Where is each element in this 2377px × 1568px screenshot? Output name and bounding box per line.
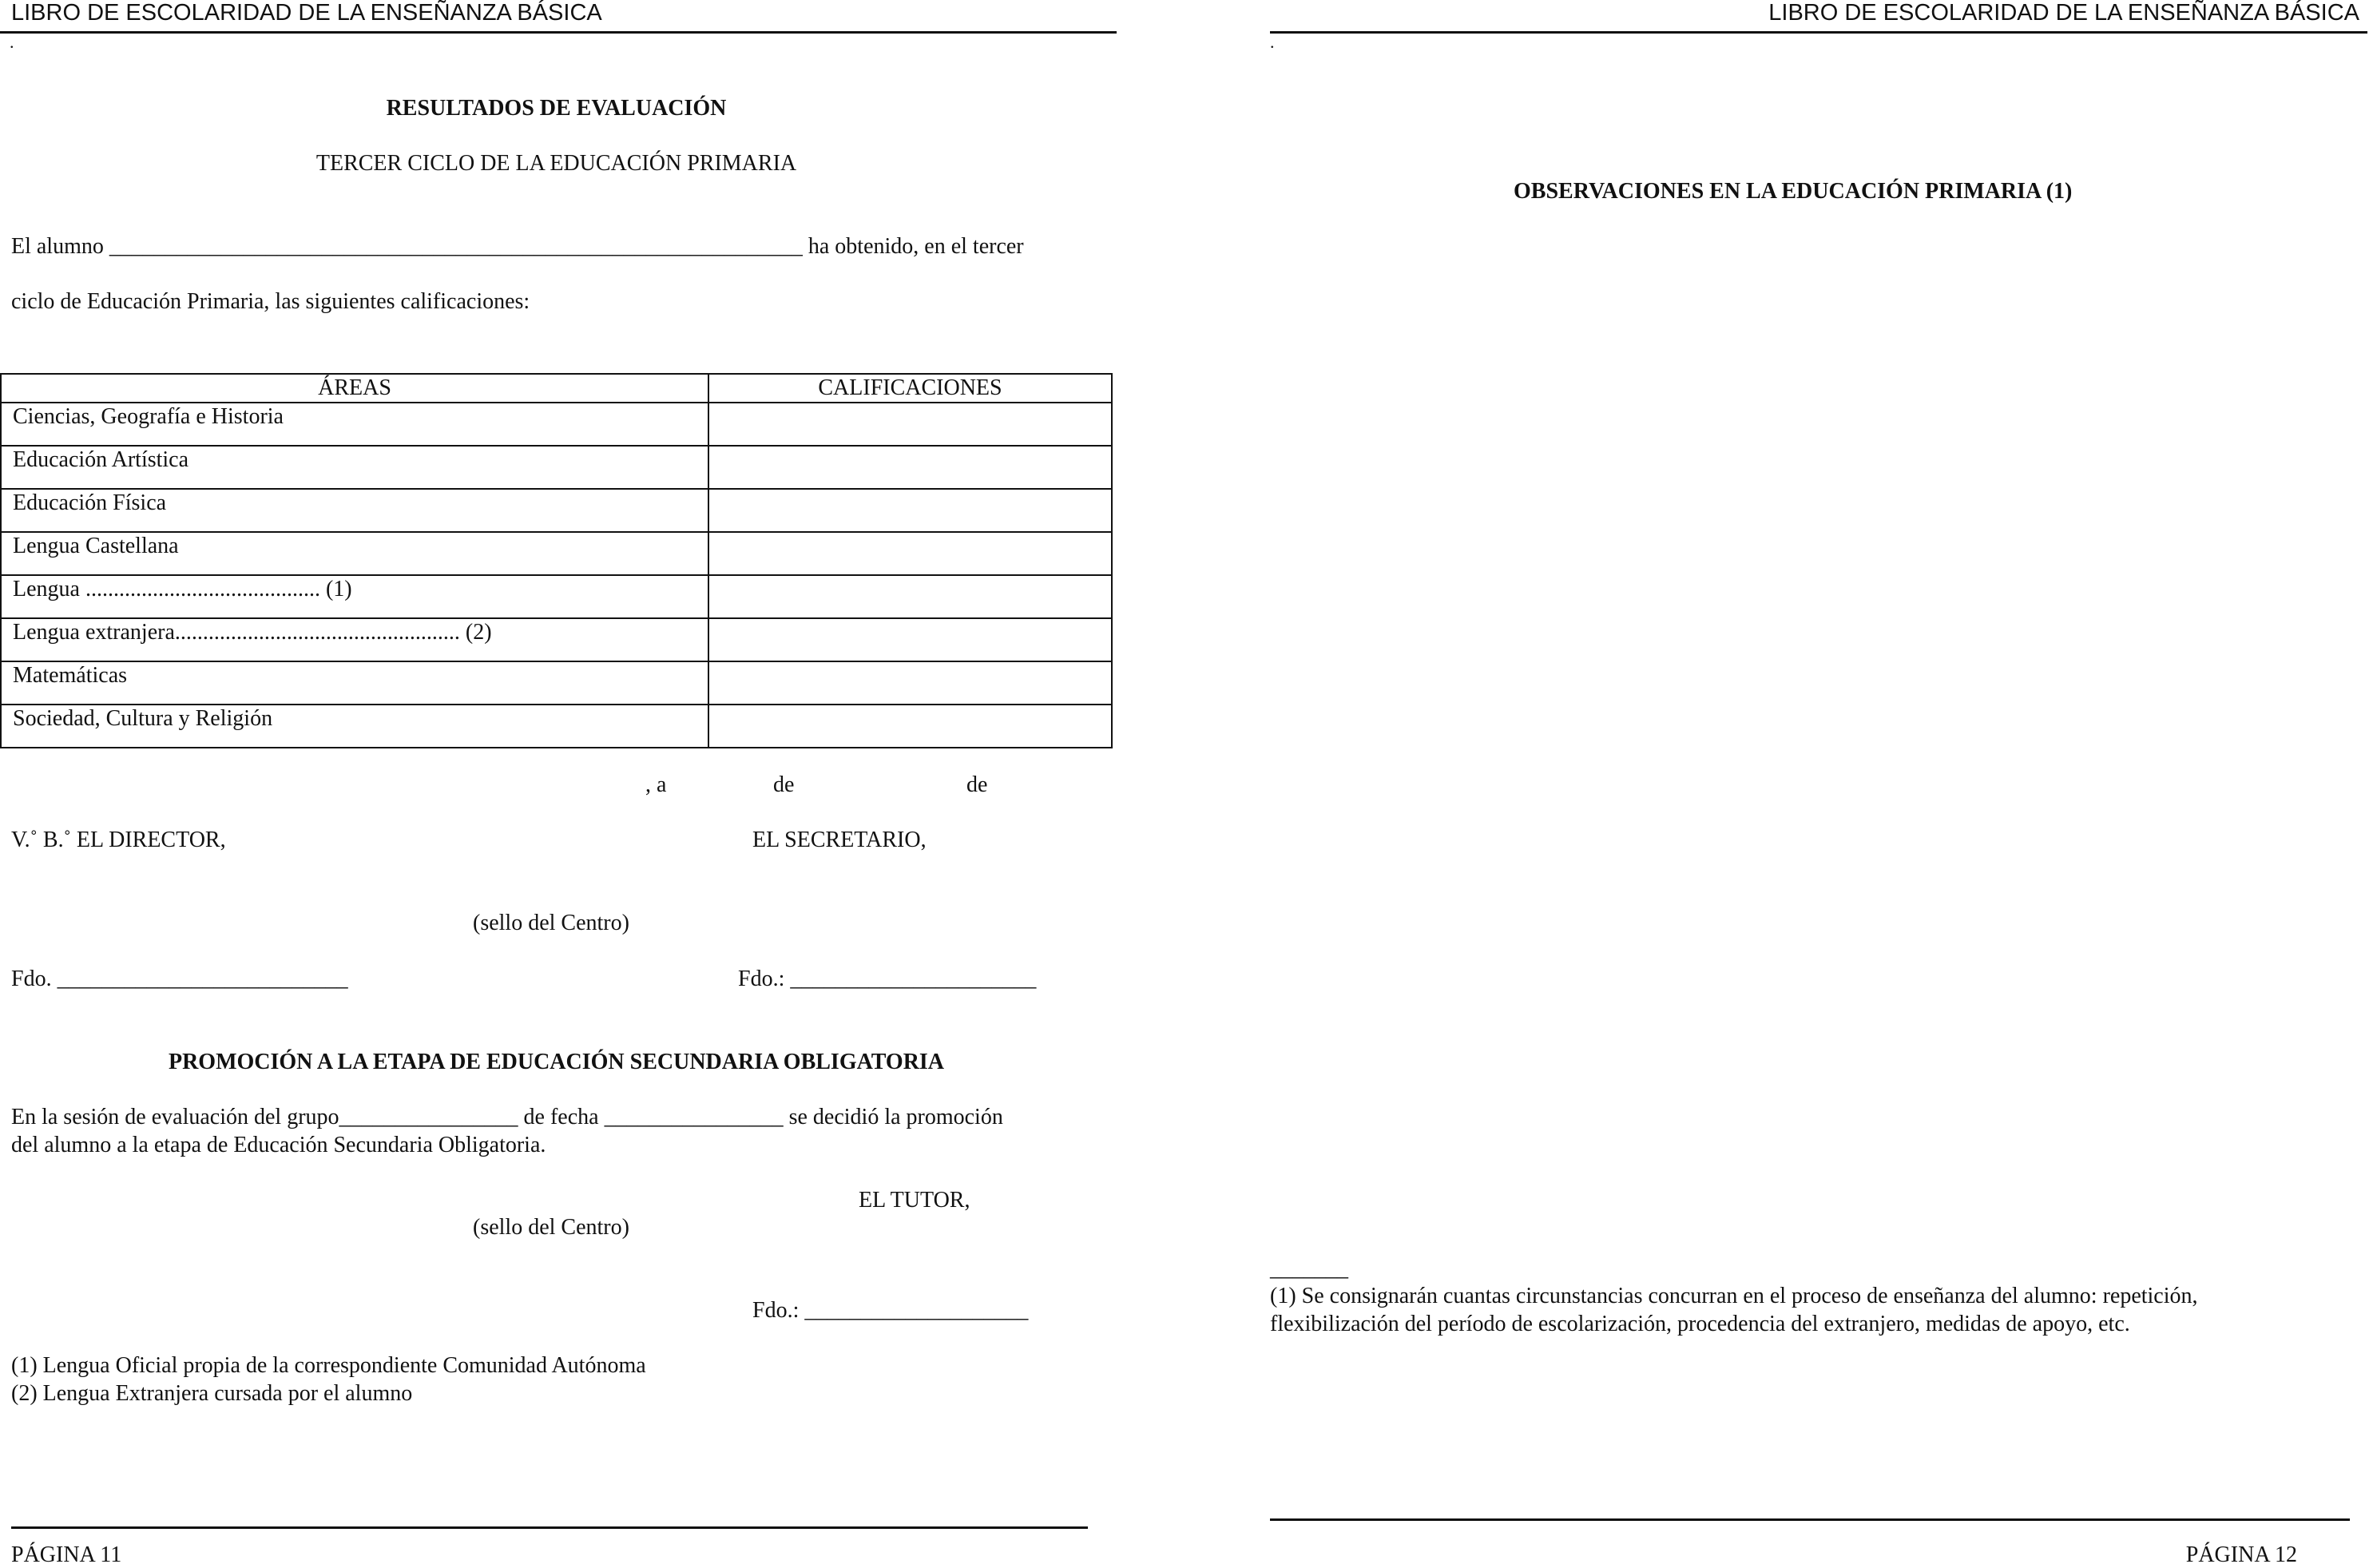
- grade-cell[interactable]: [708, 403, 1112, 446]
- area-cell: Lengua Castellana: [1, 532, 708, 575]
- secretary-label: EL SECRETARIO,: [752, 828, 927, 852]
- area-cell: Educación Artística: [1, 446, 708, 489]
- grades-table: [0, 373, 1113, 748]
- grade-cell[interactable]: [708, 489, 1112, 532]
- table-row: [1, 446, 1112, 489]
- table-row: [1, 575, 1112, 618]
- page-number: PÁGINA 12: [2185, 1542, 2297, 1567]
- intro-suffix: ha obtenido, en el tercer: [808, 234, 1024, 259]
- footnote-2: (2) Lengua Extranjera cursada por el alumno: [11, 1381, 413, 1406]
- table-row: [1, 403, 1112, 446]
- header-rule: [0, 31, 1117, 34]
- area-cell: Matemáticas: [1, 661, 708, 705]
- header-calificaciones: CALIFICACIONES: [708, 374, 1112, 403]
- grade-cell[interactable]: [708, 705, 1112, 748]
- footer-rule: [11, 1526, 1088, 1529]
- table-row: [1, 705, 1112, 748]
- area-cell: Ciencias, Geografía e Historia: [1, 403, 708, 446]
- area-cell: Lengua extranjera................................................... (2): [1, 618, 708, 661]
- secretary-signature-field[interactable]: Fdo.: ______________________: [738, 967, 1037, 991]
- grade-cell[interactable]: [708, 618, 1112, 661]
- table-row: [1, 532, 1112, 575]
- running-header: LIBRO DE ESCOLARIDAD DE LA ENSEÑANZA BÁSICA: [11, 0, 602, 26]
- right-page: [1262, 0, 2377, 1565]
- page-number: PÁGINA 11: [11, 1542, 122, 1567]
- observations-title: OBSERVACIONES EN LA EDUCACIÓN PRIMARIA (1): [1514, 179, 2073, 204]
- left-page: [0, 0, 1134, 1565]
- footer-rule: [1270, 1518, 2350, 1521]
- promotion-line-2: del alumno a la etapa de Educación Secundaria Obligatoria.: [11, 1133, 546, 1157]
- running-header: LIBRO DE ESCOLARIDAD DE LA ENSEÑANZA BÁSICA: [1768, 0, 2359, 26]
- director-signature-field[interactable]: Fdo. __________________________: [11, 967, 348, 991]
- footnote-line-1: (1) Se consignarán cuantas circunstancias concurran en el proceso de enseñanza del alumno: repetición,: [1270, 1284, 2198, 1308]
- area-cell: Educación Física: [1, 489, 708, 532]
- grade-cell[interactable]: [708, 661, 1112, 705]
- footnote-rule: _______: [1270, 1256, 1348, 1281]
- grade-cell[interactable]: [708, 575, 1112, 618]
- section-title: RESULTADOS DE EVALUACIÓN: [386, 96, 727, 121]
- grade-cell[interactable]: [708, 446, 1112, 489]
- area-cell: Sociedad, Cultura y Religión: [1, 705, 708, 748]
- date-de-1: de: [773, 772, 795, 797]
- seal-label: (sello del Centro): [473, 911, 629, 935]
- header-dot: .: [1270, 32, 1275, 52]
- table-row: [1, 489, 1112, 532]
- promotion-line-1: En la sesión de evaluación del grupo________________ de fecha ________________ se decidió la promoción: [11, 1105, 1003, 1129]
- date-a: , a: [645, 772, 667, 797]
- section-subtitle: TERCER CICLO DE LA EDUCACIÓN PRIMARIA: [315, 151, 797, 176]
- intro-prefix: El alumno: [11, 234, 104, 259]
- table-row: [1, 661, 1112, 705]
- area-cell: Lengua .......................................... (1): [1, 575, 708, 618]
- date-de-2: de: [966, 772, 988, 797]
- tutor-label: EL TUTOR,: [859, 1188, 970, 1213]
- intro-line-1: [11, 234, 1024, 260]
- header-dot: .: [10, 32, 14, 52]
- table-row: [1, 618, 1112, 661]
- footnote-1: (1) Lengua Oficial propia de la correspondiente Comunidad Autónoma: [11, 1353, 646, 1378]
- director-label: V.˚ B.˚ EL DIRECTOR,: [11, 828, 226, 852]
- promotion-title: PROMOCIÓN A LA ETAPA DE EDUCACIÓN SECUNDARIA OBLIGATORIA: [168, 1050, 945, 1074]
- tutor-signature-field[interactable]: Fdo.: ____________________: [752, 1298, 1029, 1323]
- grade-cell[interactable]: [708, 532, 1112, 575]
- footnote-line-2: flexibilización del período de escolarización, procedencia del extranjero, medidas de apoyo, etc.: [1270, 1312, 2130, 1336]
- student-name-field[interactable]: ______________________________________________________________: [109, 234, 803, 259]
- seal-label: (sello del Centro): [473, 1215, 629, 1240]
- header-rule: [1270, 31, 2367, 34]
- header-areas: ÁREAS: [1, 374, 708, 403]
- intro-line-2: ciclo de Educación Primaria, las siguientes calificaciones:: [11, 289, 530, 314]
